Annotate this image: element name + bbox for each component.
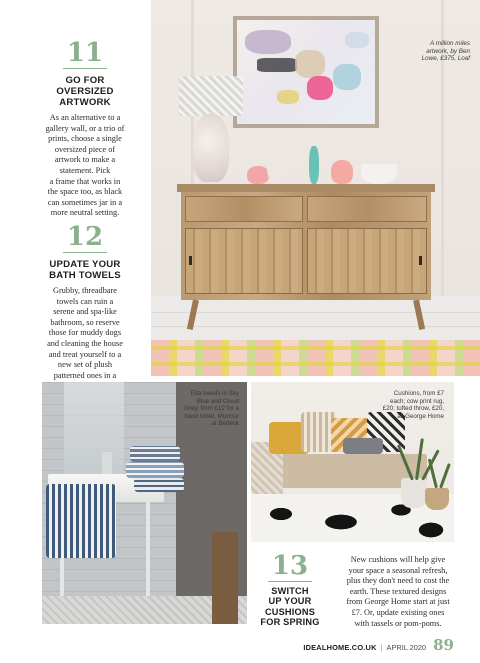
caption-towels: [167, 390, 239, 428]
wooden-stool: [212, 532, 238, 624]
oversized-artwork: [233, 16, 379, 128]
tip-title-line: OVERSIZED: [56, 86, 114, 97]
caption-line: A million miles: [429, 40, 470, 47]
tip-title-line: BATH TOWELS: [49, 270, 121, 281]
artwork-brushstroke: [345, 32, 369, 48]
caption-line: Blue and Cloud: [196, 397, 239, 405]
tip-body-line: with tassels or pom-poms.: [354, 618, 442, 628]
folded-towel: [134, 478, 184, 492]
white-bowl: [361, 164, 397, 184]
tip-number: 12: [63, 224, 107, 253]
bathroom-towels-photo: [42, 382, 247, 624]
tip-number: 13: [268, 553, 312, 582]
tip-body: [26, 286, 144, 392]
caption-cushions: [378, 390, 444, 420]
tip-11: [26, 40, 144, 219]
tip-title-line: UP YOUR: [268, 596, 312, 607]
caption-line: Grey, from £12 for a: [184, 405, 239, 413]
sideboard-top: [177, 184, 435, 192]
tip-body-line: earth. These textured designs: [349, 586, 447, 596]
tip-title-line: CUSHIONS: [264, 606, 316, 617]
tip-body-line: and cleaning the house: [47, 338, 123, 348]
caption-line: all George Home: [397, 412, 444, 420]
tip-body-line: from George Home start at just: [346, 597, 450, 607]
tip-body-line: Grubby, threadbare: [53, 286, 117, 295]
tip-body-line: artwork to make a: [54, 155, 116, 165]
tip-body-line: new set of plush: [57, 360, 113, 370]
cushions-photo: [251, 382, 454, 542]
rug-stripe: [151, 346, 480, 350]
white-vase: [267, 142, 287, 184]
tip-number: 11: [63, 40, 107, 69]
sideboard-door: [185, 228, 303, 294]
teal-bird-ornament: [309, 146, 319, 184]
tip-title-line: FOR SPRING: [260, 617, 320, 628]
tip-title: [26, 75, 144, 108]
artwork-brushstroke: [307, 76, 333, 100]
caption-artwork: [400, 40, 470, 63]
caption-line: artwork, by Ben: [426, 47, 470, 55]
sideboard-door: [307, 228, 427, 294]
page-footer: [303, 636, 454, 654]
striped-towel: [46, 484, 116, 558]
tip-body-line: a frame that works in: [49, 176, 121, 186]
lamp-shade: [179, 76, 243, 116]
tip-body-line: gallery wall, or a trio of: [45, 123, 125, 133]
door-handle: [189, 256, 192, 265]
tip-body-line: prints, choose a single: [48, 134, 122, 144]
plant-pot: [401, 478, 427, 508]
tap: [102, 452, 112, 476]
tip-12: [26, 224, 144, 392]
tip-title-line: UPDATE YOUR: [49, 259, 121, 270]
tip-title: [254, 586, 326, 628]
tip-body-line: your space a seasonal refresh,: [348, 565, 448, 575]
artwork-brushstroke: [295, 50, 325, 78]
caption-line: Cushions, from £7: [393, 390, 444, 397]
rug-stripe: [151, 362, 480, 366]
tip-body-line: can sometimes jar in a: [47, 197, 123, 207]
tip-title-line: SWITCH: [271, 586, 309, 596]
floor-line: [151, 326, 480, 327]
artwork-brushstroke: [333, 64, 361, 90]
caption-line: Ella towels in Sky: [190, 390, 239, 397]
pink-bowl: [247, 166, 269, 184]
folded-towel: [126, 462, 184, 478]
tip-title: [26, 259, 144, 281]
tip-body-line: patterned ones in a: [53, 370, 117, 380]
tip-13: [254, 553, 326, 628]
glass-lamp-base: [193, 114, 229, 182]
tip-body-line: plus they don't need to cost the: [346, 576, 450, 586]
tip-body-line: and treat yourself to a: [48, 349, 122, 359]
floor-line: [151, 312, 480, 313]
tip-title-line: ARTWORK: [59, 97, 111, 108]
footer-separator: |: [380, 643, 383, 652]
tip-body-line: statement. Pick: [59, 165, 111, 175]
wooden-sideboard: [181, 192, 431, 300]
plant-leaf: [439, 463, 451, 488]
tip-body-line: those for muddy dogs: [48, 328, 122, 338]
sideboard-drawer: [307, 196, 427, 222]
sideboard-drawer: [185, 196, 303, 222]
grey-cushion: [343, 438, 383, 454]
caption-line: £20; tufted throw, £20,: [382, 405, 444, 413]
door-handle: [419, 256, 422, 265]
footer-date: APRIL 2020: [386, 643, 427, 652]
tip-body-line: £7. Or, update existing ones: [351, 607, 445, 617]
artwork-brushstroke: [277, 90, 299, 104]
caption-line: each; cow print rug,: [390, 397, 444, 405]
plant-pot: [425, 488, 449, 510]
tip-title-line: GO FOR: [65, 75, 105, 86]
page-number: 89: [433, 636, 454, 654]
footer-site: IDEALHOME.CO.UK: [303, 643, 377, 652]
tip-body-line: more neutral setting.: [50, 208, 120, 218]
tip-body-line: New cushions will help give: [350, 555, 446, 564]
folded-towel: [130, 446, 180, 462]
tip-body-line: oversized piece of: [54, 144, 116, 154]
tip-body: [334, 555, 462, 629]
tip-body: [26, 113, 144, 219]
caption-line: Lowe, £375, Loaf: [421, 55, 470, 63]
mirror: [64, 382, 124, 474]
tip-body-line: As an alternative to a: [49, 113, 121, 122]
tip-body-line: serene and spa-like: [53, 307, 117, 317]
caption-line: at Bedeck: [211, 420, 239, 428]
sideboard-photo: [151, 0, 480, 376]
caption-line: hand towel, Murmur: [184, 412, 239, 420]
artwork-brushstroke: [245, 30, 291, 54]
tip-body-line: bathroom, so reserve: [50, 317, 120, 327]
tip-body-line: towels can ruin a: [56, 296, 114, 306]
artwork-canvas: [237, 20, 375, 124]
pink-jug: [331, 160, 353, 184]
tip-body-line: the space too, as black: [47, 187, 123, 197]
artwork-brushstroke: [257, 58, 297, 72]
